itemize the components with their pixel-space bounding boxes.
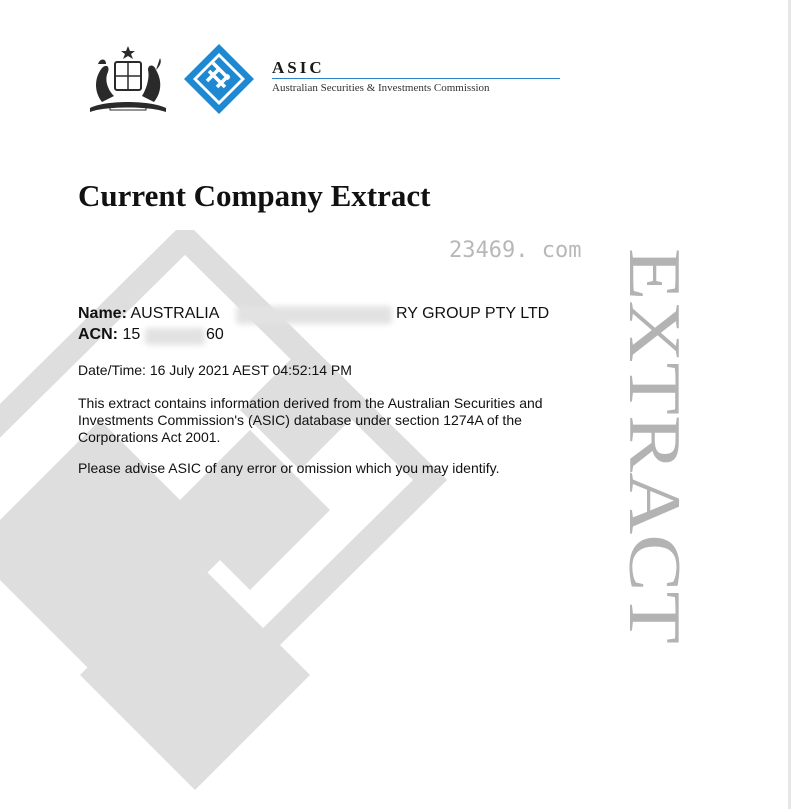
company-name-line — [78, 305, 219, 323]
url-watermark: 23469. com — [449, 238, 582, 263]
name-value-end-line — [396, 305, 549, 323]
acn-value-start: 15 — [122, 326, 141, 343]
extract-stamp-watermark — [608, 246, 708, 646]
redaction-blur — [236, 306, 392, 324]
acn-value-end: 60 — [206, 326, 224, 343]
page-title: Current Company Extract — [78, 178, 431, 213]
name-value-end: RY GROUP PTY LTD — [396, 305, 550, 322]
redaction-blur — [145, 328, 205, 345]
acn-value-end-line — [206, 326, 224, 344]
agency-abbreviation: ASIC — [272, 58, 325, 77]
extract-stamp-text: EXTRACT — [613, 248, 695, 590]
advice-paragraph: Please advise ASIC of any error or omission which you may identify. — [78, 460, 500, 476]
asic-diamond-logo-icon — [184, 44, 254, 114]
notice-paragraph: This extract contains information derived from the Australian Securities and Investments Commission's (ASIC) database under section 1274A of the Corporations Act 2001. — [78, 395, 543, 445]
acn-line — [78, 326, 140, 344]
name-label: Name: — [78, 305, 127, 322]
header-rule — [272, 78, 560, 79]
name-value-start: AUSTRALIA — [130, 305, 220, 322]
agency-full-name: Australian Securities & Investments Commission — [272, 82, 490, 94]
extract-datetime: Date/Time: 16 July 2021 AEST 04:52:14 PM — [78, 362, 352, 378]
acn-label: ACN: — [78, 326, 118, 343]
coat-of-arms-icon — [80, 44, 176, 116]
